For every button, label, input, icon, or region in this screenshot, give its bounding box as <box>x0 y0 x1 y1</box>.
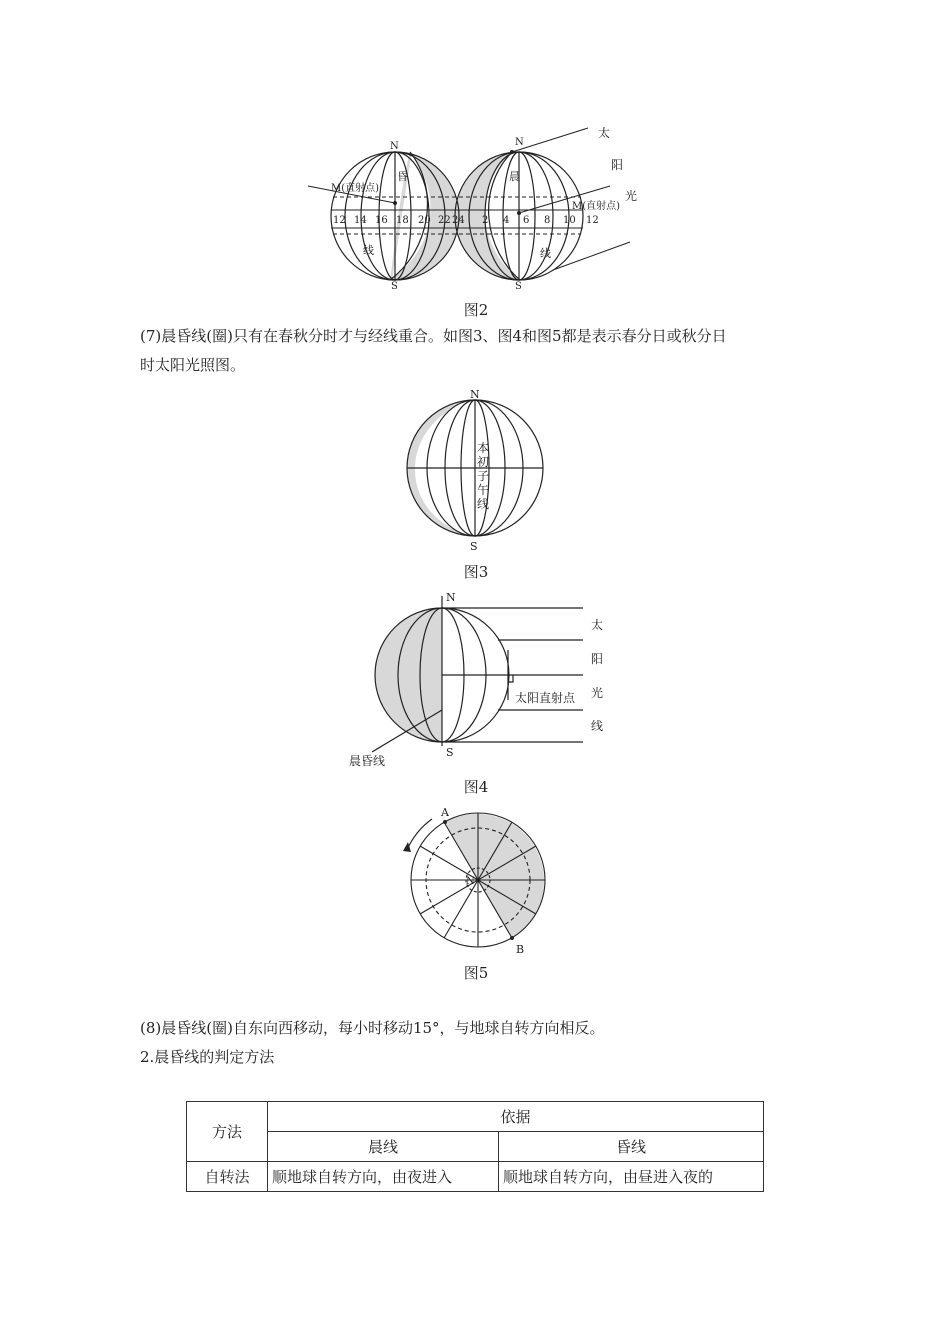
section-2-heading: 2.晨昏线的判定方法 <box>140 1048 275 1066</box>
fig5-a: A <box>441 806 449 819</box>
figure-4 <box>345 588 620 773</box>
fig2-hour: 24 <box>452 215 465 226</box>
fig2-hour: 12 <box>333 215 346 226</box>
fig3-s: S <box>470 540 478 553</box>
fig2-hour: 12 <box>586 215 599 226</box>
figure-2-caption: 图2 <box>463 301 489 319</box>
fig3-meridian-char: 午 <box>477 483 490 497</box>
fig4-n: N <box>446 591 456 604</box>
cell-dawn: 顺地球自转方向，由夜进入 <box>268 1162 499 1192</box>
figure-5 <box>395 800 560 960</box>
figure-3 <box>400 385 550 555</box>
table-row <box>187 1162 764 1192</box>
fig4-terminator: 晨昏线 <box>349 754 386 768</box>
fig2-s-left: S <box>391 281 398 292</box>
fig2-sun-1: 太 <box>598 126 611 140</box>
fig3-meridian-char: 本 <box>477 441 490 455</box>
fig2-hour: 14 <box>354 215 367 226</box>
fig4-sun-char: 太 <box>591 618 604 632</box>
fig2-hour: 10 <box>563 215 576 226</box>
fig2-hour: 16 <box>375 215 388 226</box>
fig2-hour: 22 <box>438 215 451 226</box>
figure-2 <box>300 120 650 295</box>
fig2-m-right: M(直射点) <box>572 201 621 212</box>
header-dawn-line: 晨线 <box>268 1132 499 1162</box>
fig2-hour: 6 <box>523 215 530 226</box>
paragraph-8: (8)晨昏线(圈)自东向西移动，每小时移动15°，与地球自转方向相反。 <box>140 1019 605 1037</box>
fig2-sun-3: 光 <box>625 189 638 203</box>
header-method: 方法 <box>187 1102 268 1162</box>
fig2-n-left: N <box>390 141 399 152</box>
fig2-xian-left: 线 <box>363 244 374 257</box>
fig2-hour: 18 <box>396 215 409 226</box>
fig4-subsolar: 太阳直射点 <box>515 691 576 705</box>
fig2-m-left: M(直射点) <box>331 183 380 194</box>
fig2-s-right: S <box>515 281 522 292</box>
fig3-n: N <box>470 388 480 401</box>
fig2-hour: 8 <box>544 215 551 226</box>
fig2-hour: 4 <box>503 215 510 226</box>
fig3-meridian-char: 初 <box>477 455 490 469</box>
figure-5-caption: 图5 <box>463 964 489 982</box>
fig2-hun: 昏 <box>397 170 408 183</box>
terminator-method-table <box>186 1101 764 1192</box>
fig2-hour: 2 <box>482 215 489 226</box>
fig4-sun-char: 线 <box>591 719 604 733</box>
figure-4-caption: 图4 <box>463 778 489 796</box>
fig2-n-right: N <box>515 137 524 148</box>
paragraph-7-line2: 时太阳光照图。 <box>140 356 246 374</box>
fig2-hour: 20 <box>418 215 431 226</box>
cell-method: 自转法 <box>187 1162 268 1192</box>
paragraph-7-line1: (7)晨昏线(圈)只有在春秋分时才与经线重合。如图3、图4和图5都是表示春分日或秋分日 <box>140 327 727 345</box>
figure-3-caption: 图3 <box>463 563 489 581</box>
fig2-chen: 晨 <box>509 170 520 183</box>
fig4-sun-char: 阳 <box>591 652 604 666</box>
fig4-sun-char: 光 <box>591 686 604 700</box>
fig2-sun-2: 阳 <box>611 158 624 172</box>
fig4-s: S <box>446 746 454 759</box>
fig5-b: B <box>516 943 525 956</box>
fig2-xian-right: 线 <box>540 247 551 260</box>
header-basis: 依据 <box>268 1102 764 1132</box>
fig3-meridian-char: 子 <box>477 469 490 483</box>
fig5-n: N <box>466 876 475 887</box>
fig3-meridian-char: 线 <box>477 497 490 511</box>
cell-dusk: 顺地球自转方向，由昼进入夜的 <box>499 1162 764 1192</box>
header-dusk-line: 昏线 <box>499 1132 764 1162</box>
